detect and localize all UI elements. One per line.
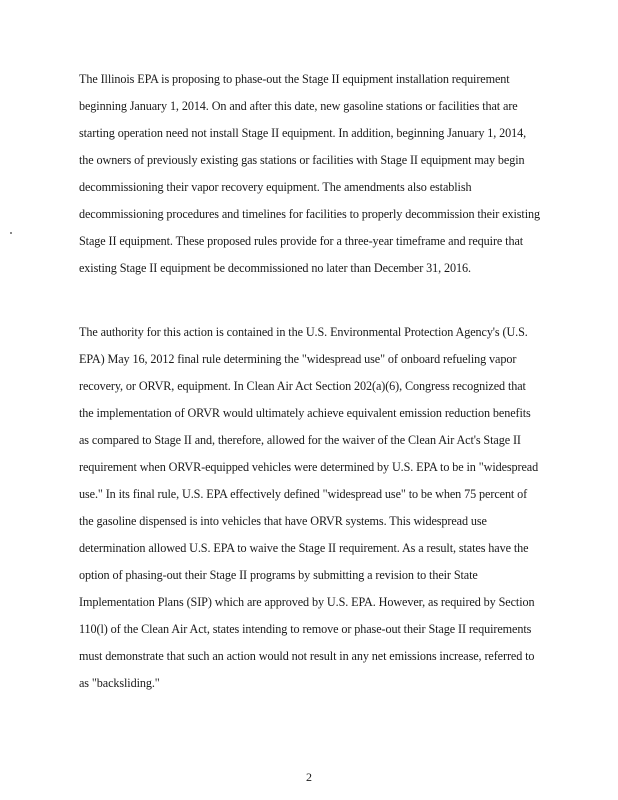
text-line: The authority for this action is contained in the U.S. Environmental Protection Agency's (U.S. bbox=[79, 325, 528, 339]
text-line: existing Stage II equipment be decommissioned no later than December 31, 2016. bbox=[79, 261, 471, 275]
page-number: 2 bbox=[306, 770, 312, 784]
text-line: the gasoline dispensed is into vehicles that have ORVR systems. This widespread use bbox=[79, 514, 487, 528]
text-line: option of phasing-out their Stage II programs by submitting a revision to their State bbox=[79, 568, 478, 582]
text-line: 110(l) of the Clean Air Act, states intending to remove or phase-out their Stage II requirements bbox=[79, 622, 532, 636]
text-line: determination allowed U.S. EPA to waive the Stage II requirement. As a result, states have the bbox=[79, 541, 529, 555]
text-line: requirement when ORVR-equipped vehicles were determined by U.S. EPA to be in "widespread bbox=[79, 460, 539, 474]
text-line: as compared to Stage II and, therefore, allowed for the waiver of the Clean Air Act's Stage II bbox=[79, 433, 521, 447]
text-line: the owners of previously existing gas stations or facilities with Stage II equipment may begin bbox=[79, 153, 525, 167]
text-line: EPA) May 16, 2012 final rule determining the "widespread use" of onboard refueling vapor bbox=[79, 352, 517, 366]
text-line: starting operation need not install Stage II equipment. In addition, beginning January 1, 2014, bbox=[79, 126, 527, 140]
text-line: Stage II equipment. These proposed rules provide for a three-year timeframe and require that bbox=[79, 234, 524, 248]
text-line: recovery, or ORVR, equipment. In Clean Air Act Section 202(a)(6), Congress recognized that bbox=[79, 379, 526, 393]
scan-speck bbox=[10, 232, 12, 234]
text-line: The Illinois EPA is proposing to phase-out the Stage II equipment installation requirement bbox=[79, 72, 510, 86]
text-line: Implementation Plans (SIP) which are approved by U.S. EPA. However, as required by Section bbox=[79, 595, 535, 609]
text-line: as "backsliding." bbox=[79, 676, 160, 690]
text-line: must demonstrate that such an action would not result in any net emissions increase, referred to bbox=[79, 649, 535, 663]
text-line: beginning January 1, 2014. On and after this date, new gasoline stations or facilities that are bbox=[79, 99, 518, 113]
text-line: use." In its final rule, U.S. EPA effectively defined "widespread use" to be when 75 percent of bbox=[79, 487, 528, 501]
text-line: the implementation of ORVR would ultimately achieve equivalent emission reduction benefits bbox=[79, 406, 531, 420]
text-line: decommissioning procedures and timelines for facilities to properly decommission their existing bbox=[79, 207, 540, 221]
text-line: decommissioning their vapor recovery equipment. The amendments also establish bbox=[79, 180, 472, 194]
